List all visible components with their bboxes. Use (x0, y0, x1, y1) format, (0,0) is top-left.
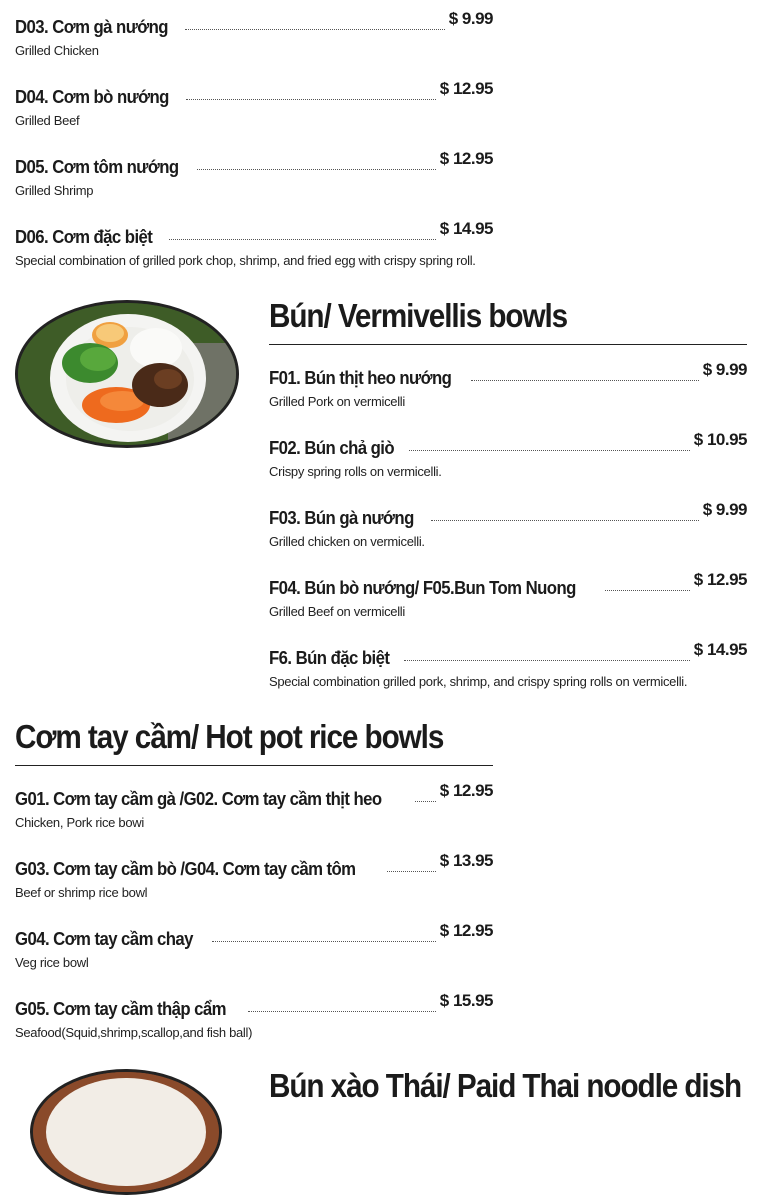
leader-dots (409, 450, 689, 451)
menu-item (269, 429, 747, 479)
leader-dots (186, 99, 435, 100)
item-description: Chicken, Pork rice bowi (15, 815, 144, 830)
item-description: Grilled chicken on vermicelli. (269, 534, 425, 549)
item-name: F01. Bún thịt heo nướng (269, 368, 452, 388)
item-price: $ 12.95 (439, 79, 493, 98)
vermicelli-bowl-photo (15, 300, 239, 448)
item-name: F04. Bún bò nướng/ F05.Bun Tom Nuong (269, 578, 576, 598)
section-title: Bún xào Thái/ Paid Thai noodle dish (269, 1067, 742, 1104)
item-name: D03. Cơm gà nướng (15, 17, 168, 37)
menu-item (15, 148, 493, 198)
rice-plates-list (15, 8, 493, 288)
menu-item (269, 359, 747, 409)
vermicelli-section (269, 296, 747, 709)
item-description: Grilled Chicken (15, 43, 99, 58)
leader-dots (185, 29, 444, 30)
item-price: $ 12.95 (439, 781, 493, 800)
leader-dots (415, 801, 436, 802)
pad-thai-section (269, 1066, 747, 1106)
leader-dots (471, 380, 699, 381)
item-description: Crispy spring rolls on vermicelli. (269, 464, 442, 479)
item-price: $ 9.99 (702, 500, 747, 519)
menu-item (15, 780, 493, 830)
menu-item (269, 639, 747, 689)
item-description: Grilled Shrimp (15, 183, 94, 198)
section-divider (15, 765, 493, 766)
item-name: D06. Cơm đặc biệt (15, 227, 153, 247)
item-name: F03. Bún gà nướng (269, 508, 414, 528)
leader-dots (212, 941, 435, 942)
menu-item (15, 990, 493, 1040)
section-title: Cơm tay cầm/ Hot pot rice bowls (15, 718, 444, 755)
menu-item (269, 569, 747, 619)
plate-illustration (33, 1072, 219, 1192)
item-price: $ 12.95 (439, 921, 493, 940)
item-name: G05. Cơm tay cầm thập cẩm (15, 999, 227, 1019)
item-price: $ 12.95 (439, 149, 493, 168)
item-price: $ 15.95 (439, 991, 493, 1010)
item-description: Grilled Beef on vermicelli (269, 604, 405, 619)
item-price: $ 9.99 (448, 9, 493, 28)
item-name: D05. Cơm tôm nướng (15, 157, 179, 177)
menu-item (15, 920, 493, 970)
item-name: F6. Bún đặc biệt (269, 648, 390, 668)
menu-item (15, 218, 493, 268)
item-price: $ 14.95 (439, 219, 493, 238)
leader-dots (248, 1011, 436, 1012)
item-description: Special combination grilled pork, shrimp, and crispy spring rolls on vermicelli. (269, 674, 688, 689)
leader-dots (605, 590, 690, 591)
item-name: G04. Cơm tay cầm chay (15, 929, 193, 949)
item-description: Veg rice bowl (15, 955, 89, 970)
item-price: $ 13.95 (439, 851, 493, 870)
item-price: $ 14.95 (693, 640, 747, 659)
menu-item (15, 850, 493, 900)
menu-item (269, 499, 747, 549)
item-description: Beef or shrimp rice bowl (15, 885, 148, 900)
bowl-illustration (18, 303, 236, 445)
leader-dots (169, 239, 436, 240)
item-price: $ 10.95 (693, 430, 747, 449)
item-price: $ 9.99 (702, 360, 747, 379)
item-description: Grilled Pork on vermicelli (269, 394, 405, 409)
section-title: Bún/ Vermivellis bowls (269, 297, 568, 334)
item-price: $ 12.95 (693, 570, 747, 589)
item-name: G01. Cơm tay cầm gà /G02. Cơm tay cầm thịt heo (15, 789, 382, 809)
item-name: G03. Cơm tay cầm bò /G04. Cơm tay cầm tôm (15, 859, 356, 879)
pad-thai-photo (30, 1069, 222, 1195)
menu-item (15, 78, 493, 128)
section-divider (269, 344, 747, 345)
item-description: Seafood(Squid,shrimp,scallop,and fish ball) (15, 1025, 253, 1040)
item-name: D04. Cơm bò nướng (15, 87, 169, 107)
leader-dots (197, 169, 436, 170)
item-name: F02. Bún chả giò (269, 438, 395, 458)
leader-dots (387, 871, 436, 872)
leader-dots (431, 520, 699, 521)
item-description: Special combination of grilled pork chop, shrimp, and fried egg with crispy spring roll. (15, 253, 476, 268)
menu-item (15, 8, 493, 58)
hotpot-section (15, 717, 493, 1060)
item-description: Grilled Beef (15, 113, 80, 128)
leader-dots (404, 660, 689, 661)
